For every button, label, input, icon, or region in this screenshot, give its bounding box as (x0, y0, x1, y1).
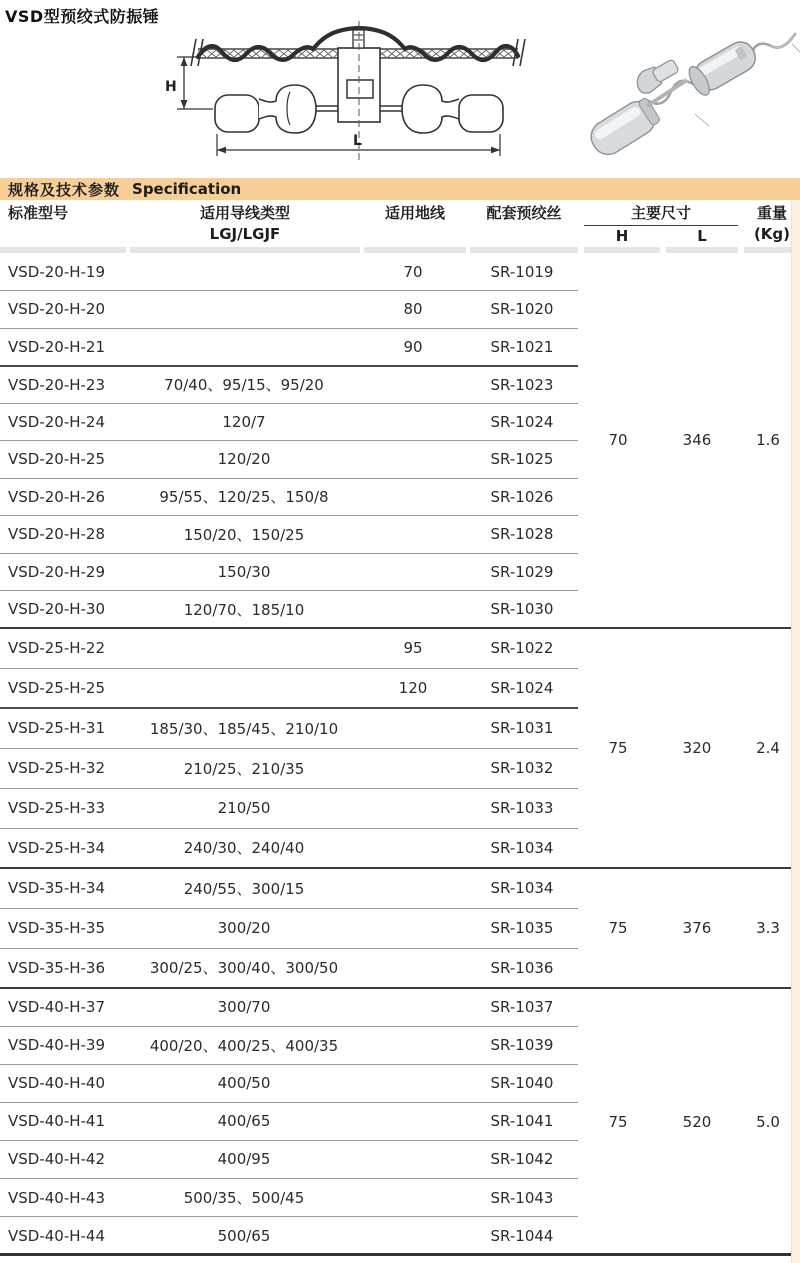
cell-ground (360, 828, 466, 868)
cell-armor: SR-1029 (466, 553, 578, 591)
cell-armor: SR-1024 (466, 668, 578, 708)
cell-conductor: 300/70 (128, 988, 360, 1026)
table-row (0, 628, 800, 668)
cell-armor: SR-1039 (466, 1026, 578, 1064)
cell-ground (360, 868, 466, 908)
cell-ground (360, 988, 466, 1026)
cell-model: VSD-20-H-26 (0, 478, 128, 516)
cell-conductor: 120/7 (128, 403, 360, 441)
cell-model: VSD-20-H-21 (0, 328, 128, 366)
cell-ground (360, 553, 466, 591)
right-bell (402, 85, 459, 133)
col-header-model: 标准型号 (8, 204, 69, 222)
cell-model: VSD-40-H-41 (0, 1102, 128, 1140)
cell-model: VSD-35-H-35 (0, 908, 128, 948)
cell-armor: SR-1034 (466, 868, 578, 908)
cell-conductor: 185/30、185/45、210/10 (128, 708, 360, 748)
group-dim-h: 70 (608, 431, 628, 449)
cell-conductor: 120/70、185/10 (128, 591, 360, 629)
damper-technical-drawing (163, 13, 553, 178)
cell-armor: SR-1040 (466, 1064, 578, 1102)
cell-ground (360, 366, 466, 404)
group-weight: 3.3 (736, 868, 800, 988)
clamp-bolt (347, 80, 373, 98)
cell-ground: 95 (360, 628, 466, 668)
cell-model: VSD-40-H-37 (0, 988, 128, 1026)
cell-ground (360, 1026, 466, 1064)
cell-model: VSD-25-H-34 (0, 828, 128, 868)
cell-conductor: 400/65 (128, 1102, 360, 1140)
cell-armor: SR-1042 (466, 1140, 578, 1178)
cell-ground (360, 591, 466, 629)
cell-armor: SR-1023 (466, 366, 578, 404)
page-edge-strip (791, 200, 800, 1263)
cell-ground (360, 1064, 466, 1102)
cell-model: VSD-20-H-19 (0, 253, 128, 291)
cell-conductor: 300/20 (128, 908, 360, 948)
cell-ground (360, 748, 466, 788)
group-dim-h: 75 (578, 868, 658, 988)
cell-model: VSD-20-H-28 (0, 516, 128, 554)
cell-conductor: 400/50 (128, 1064, 360, 1102)
table-header (0, 200, 800, 247)
cell-ground (360, 478, 466, 516)
cell-armor: SR-1028 (466, 516, 578, 554)
cell-armor: SR-1034 (466, 828, 578, 868)
cell-conductor: 300/25、300/40、300/50 (128, 948, 360, 988)
cell-model: VSD-35-H-34 (0, 868, 128, 908)
group-dim-l: 520 (658, 988, 736, 1255)
cell-armor: SR-1031 (466, 708, 578, 748)
col-header-weight: 重量 (Kg) (753, 204, 791, 243)
spec-table (0, 253, 800, 1255)
cell-ground (360, 788, 466, 828)
group-weight: 1.6 (756, 431, 780, 449)
cell-armor: SR-1020 (466, 291, 578, 329)
cell-model: VSD-20-H-30 (0, 591, 128, 629)
cell-ground (360, 908, 466, 948)
cell-ground (360, 948, 466, 988)
cell-model: VSD-40-H-39 (0, 1026, 128, 1064)
section-title-en: Specification (132, 180, 242, 198)
cell-model: VSD-25-H-25 (0, 668, 128, 708)
cell-armor: SR-1019 (466, 253, 578, 291)
cell-conductor: 400/95 (128, 1140, 360, 1178)
cell-conductor (128, 628, 360, 668)
cell-conductor: 400/20、400/25、400/35 (128, 1026, 360, 1064)
cell-armor: SR-1036 (466, 948, 578, 988)
cell-armor: SR-1022 (466, 628, 578, 668)
cell-armor: SR-1025 (466, 441, 578, 479)
table-row (0, 868, 800, 908)
cell-armor: SR-1043 (466, 1178, 578, 1216)
cell-conductor: 210/50 (128, 788, 360, 828)
cell-conductor (128, 668, 360, 708)
cell-conductor: 210/25、210/35 (128, 748, 360, 788)
cell-ground (360, 1102, 466, 1140)
cell-model: VSD-40-H-44 (8, 1226, 106, 1245)
cell-conductor (128, 291, 360, 329)
dim-l-label: L (353, 133, 362, 149)
cell-model: VSD-20-H-25 (0, 441, 128, 479)
cell-conductor: 240/30、240/40 (128, 828, 360, 868)
cell-conductor: 500/35、500/45 (128, 1178, 360, 1216)
dim-h-label: H (165, 79, 177, 95)
cell-ground (360, 516, 466, 554)
cell-armor: SR-1030 (466, 591, 578, 629)
cell-model: VSD-25-H-22 (0, 628, 128, 668)
col-header-ground: 适用地线 (384, 204, 445, 222)
right-weight (459, 95, 503, 132)
cell-ground: 80 (360, 291, 466, 329)
cell-armor: SR-1037 (466, 988, 578, 1026)
cell-conductor: 150/20、150/25 (128, 516, 360, 554)
cell-ground (360, 1217, 466, 1255)
table-bottom-rule (0, 1253, 800, 1256)
cell-model: VSD-20-H-24 (0, 403, 128, 441)
cell-ground (360, 708, 466, 748)
cell-armor: SR-1026 (466, 478, 578, 516)
cell-conductor: 500/65 (217, 1226, 271, 1245)
cell-ground: 90 (360, 328, 466, 366)
cell-conductor: 120/20 (128, 441, 360, 479)
cell-model: VSD-25-H-31 (0, 708, 128, 748)
damper-product-photo (545, 8, 800, 176)
cell-ground (360, 403, 466, 441)
cell-model: VSD-40-H-43 (0, 1178, 128, 1216)
spec-table-body (0, 253, 800, 1255)
group-weight: 2.4 (736, 628, 800, 868)
group-dim-l: 376 (658, 868, 736, 988)
group-weight: 5.0 (736, 988, 800, 1255)
cell-conductor: 95/55、120/25、150/8 (128, 478, 360, 516)
cell-conductor: 240/55、300/15 (128, 868, 360, 908)
col-header-dim-h: H (615, 227, 629, 245)
cell-model: VSD-20-H-23 (0, 366, 128, 404)
section-title-zh: 规格及技术参数 (8, 180, 121, 199)
table-row (0, 988, 800, 1026)
cell-armor: SR-1035 (466, 908, 578, 948)
cell-armor: SR-1021 (466, 328, 578, 366)
cell-conductor: 70/40、95/15、95/20 (128, 366, 360, 404)
col-header-conductor: 适用导线类型 LGJ/LGJF (199, 204, 290, 243)
cell-model: VSD-20-H-29 (0, 553, 128, 591)
group-dim-h: 75 (578, 988, 658, 1255)
cell-armor: SR-1044 (490, 1226, 554, 1245)
cell-ground: 120 (360, 668, 466, 708)
col-header-dim-l: L (697, 227, 707, 245)
cell-model: VSD-40-H-40 (0, 1064, 128, 1102)
cell-ground (360, 1140, 466, 1178)
cell-model: VSD-35-H-36 (0, 948, 128, 988)
page-title: VSD型预绞式防振锤 (5, 7, 160, 26)
table-row (0, 253, 800, 291)
cell-model: VSD-25-H-32 (0, 748, 128, 788)
cell-ground (360, 441, 466, 479)
group-dim-h: 75 (578, 628, 658, 868)
cell-armor: SR-1032 (466, 748, 578, 788)
cell-armor: SR-1033 (466, 788, 578, 828)
col-header-armor: 配套预绞丝 (486, 204, 562, 222)
cell-model: VSD-20-H-20 (0, 291, 128, 329)
cell-ground: 70 (360, 253, 466, 291)
cell-armor: SR-1041 (466, 1102, 578, 1140)
cell-conductor (128, 253, 360, 291)
col-header-dims: 主要尺寸 (584, 203, 738, 226)
cell-model: VSD-40-H-42 (0, 1140, 128, 1178)
cell-ground (360, 1178, 466, 1216)
cell-conductor: 150/30 (128, 553, 360, 591)
cell-conductor (128, 328, 360, 366)
left-weight (215, 95, 259, 132)
section-header (0, 178, 800, 200)
group-dim-l: 346 (682, 431, 712, 449)
group-dim-l: 320 (658, 628, 736, 868)
cell-model: VSD-25-H-33 (0, 788, 128, 828)
cell-armor: SR-1024 (466, 403, 578, 441)
